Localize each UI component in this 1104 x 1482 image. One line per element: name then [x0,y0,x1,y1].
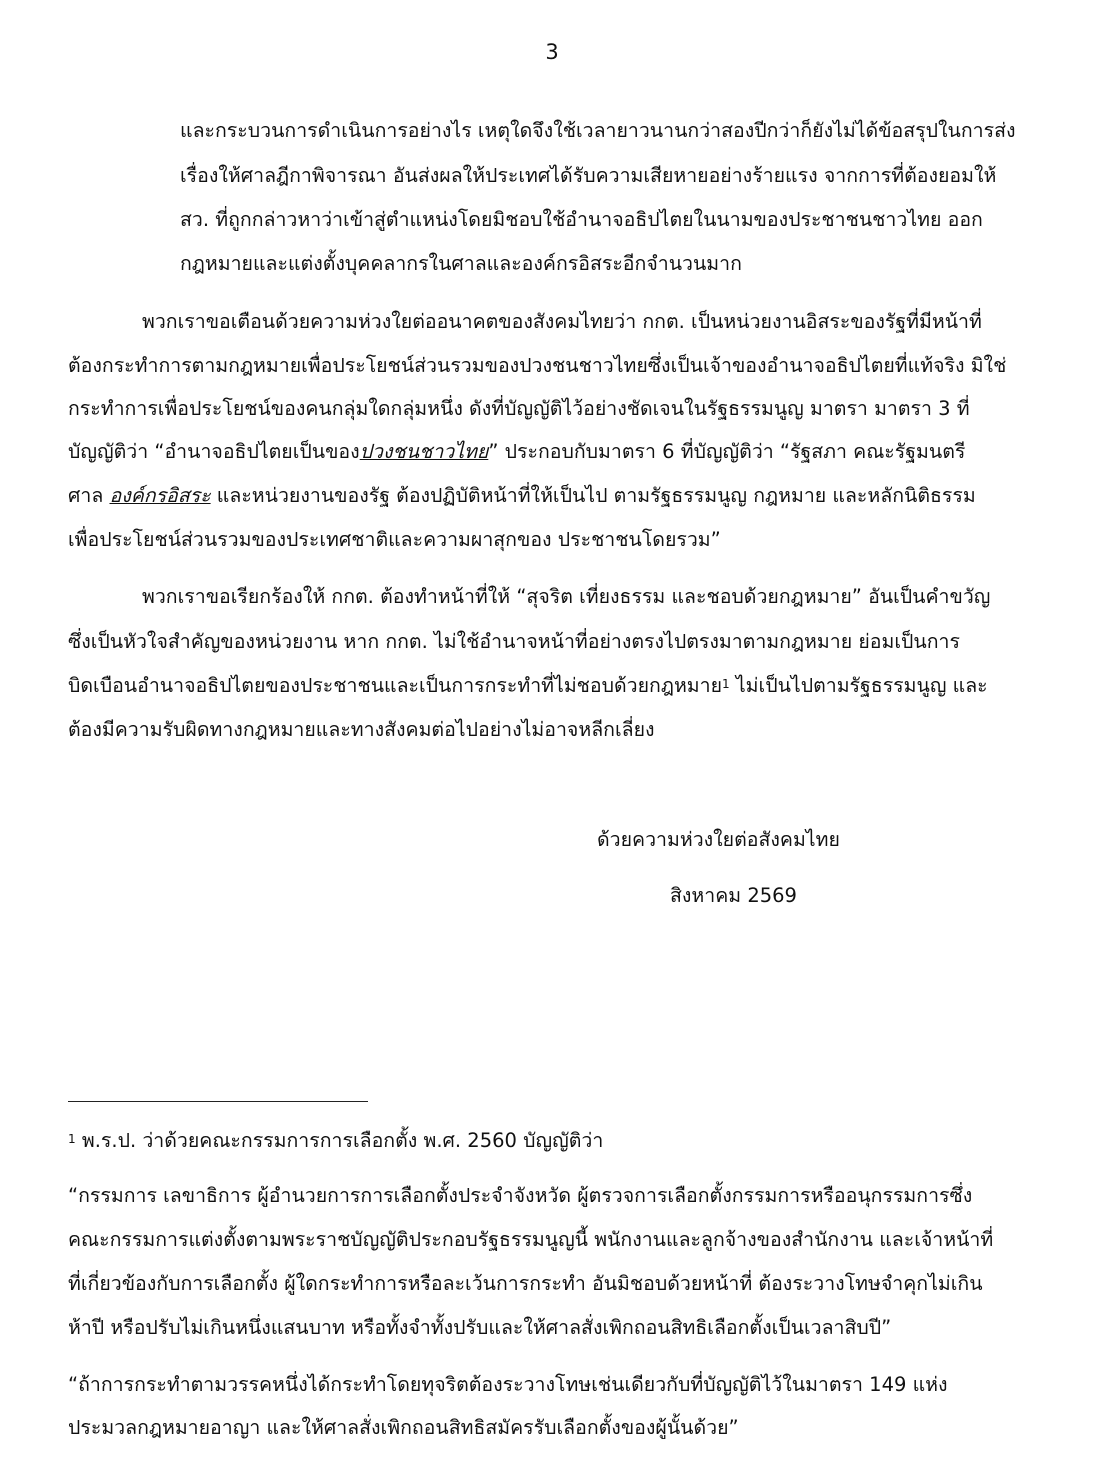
footnote-quote-line: ประมวลกฎหมายอาญา และให้ศาลสั่งเพิกถอนสิทธิสมัครรับเลือกตั้งของผู้นั้นด้วย” [68,1416,739,1439]
text-segment: บัญญัติว่า “อำนาจอธิปไตยเป็นของ [68,440,360,463]
text-segment: พ.ร.ป. ว่าด้วยคณะกรรมการการเลือกตั้ง พ.ศ. 2560 บัญญัติว่า [75,1129,604,1152]
intro-line: กฎหมายและแต่งตั้งบุคคลากรในศาลและองค์กรอิสระอีกจำนวนมาก [180,252,742,275]
footnote-quote-line: ห้าปี หรือปรับไม่เกินหนึ่งแสนบาท หรือทั้งจำทั้งปรับและให้ศาลสั่งเพิกถอนสิทธิเลือกตั้งเป็นเวลาสิบปี” [68,1316,892,1339]
footnote-divider [68,1101,368,1102]
paragraph-line [68,442,965,462]
closing-date: สิงหาคม 2569 [670,884,797,907]
intro-line: เรื่องให้ศาลฎีกาพิจารณา อันส่งผลให้ประเทศได้รับความเสียหายอย่างร้ายแรง จากการที่ต้องยอมให้ [180,164,997,187]
paragraph-line: ต้องมีความรับผิดทางกฎหมายและทางสังคมต่อไปอย่างไม่อาจหลีกเลี่ยง [68,718,655,741]
footnote-quote-line: “กรรมการ เลขาธิการ ผู้อำนวยการการเลือกตั้งประจำจังหวัด ผู้ตรวจการเลือกตั้งกรรมการหรืออนุกรรมการซึ่ง [68,1184,973,1207]
footnote-quote-line: “ถ้าการกระทำตามวรรคหนึ่งได้กระทำโดยทุจริตต้องระวางโทษเช่นเดียวกับที่บัญญัติไว้ในมาตรา 149 แห่ง [68,1373,948,1396]
footnote-marker: 1 [68,1132,76,1146]
text-segment: ศาล [68,484,110,507]
footnote-quote-line: คณะกรรมการแต่งตั้งตามพระราชบัญญัติประกอบรัฐธรรมนูญนี้ พนักงานและลูกจ้างของสำนักงาน และเจ้าหน้าที่ [68,1228,994,1251]
paragraph-line: ซึ่งเป็นหัวใจสำคัญของหน่วยงาน หาก กกต. ไม่ใช้อำนาจหน้าที่อย่างตรงไปตรงมาตามกฎหมาย ย่อมเป็นการ [68,630,960,653]
footnote-reference[interactable]: 1 [722,677,730,691]
paragraph-line: กระทำการเพื่อประโยชน์ของคนกลุ่มใดกลุ่มหนึ่ง ดังที่บัญญัติไว้อย่างชัดเจนในรัฐธรรมนูญ มาตรา มาตรา 3 ที่ [68,397,970,420]
paragraph-line [68,486,976,506]
page-number: 3 [545,40,559,64]
paragraph-line: พวกเราขอเรียกร้องให้ กกต. ต้องทำหน้าที่ให้ “สุจริต เที่ยงธรรม และชอบด้วยกฎหมาย” อันเป็นคำขวัญ [142,585,991,608]
intro-line: สว. ที่ถูกกล่าวหาว่าเข้าสู่ตำแหน่งโดยมิชอบใช้อำนาจอธิปไตยในนามของประชาชนชาวไทย ออก [180,208,983,231]
text-segment: และหน่วยงานของรัฐ ต้องปฏิบัติหน้าที่ให้เป็นไป ตามรัฐธรรมนูญ กฎหมาย และหลักนิติธรรม [210,484,976,507]
text-segment: ” ประกอบกับมาตรา 6 ที่บัญญัติว่า “รัฐสภา คณะรัฐมนตรี [488,440,966,463]
paragraph-line: พวกเราขอเตือนด้วยความห่วงใยต่ออนาคตของสังคมไทยว่า กกต. เป็นหน่วยงานอิสระของรัฐที่มีหน้าที่ [142,310,982,333]
text-segment: บิดเบือนอำนาจอธิปไตยของประชาชนและเป็นการกระทำที่ไม่ชอบด้วยกฎหมาย [68,674,723,697]
intro-line: และกระบวนการดำเนินการอย่างไร เหตุใดจึงใช้เวลายาวนานกว่าสองปีกว่าก็ยังไม่ได้ข้อสรุปในการส่ง [180,119,1016,142]
emphasis-text: ปวงชนชาวไทย [359,440,489,463]
closing-line: ด้วยความห่วงใยต่อสังคมไทย [597,828,840,851]
text-segment: ไม่เป็นไปตามรัฐธรรมนูญ และ [729,674,988,697]
paragraph-line: เพื่อประโยชน์ส่วนรวมของประเทศชาติและความผาสุกของ ประชาชนโดยรวม” [68,528,721,551]
paragraph-line: ต้องกระทำการตามกฎหมายเพื่อประโยชน์ส่วนรวมของปวงชนชาวไทยซึ่งเป็นเจ้าของอำนาจอธิปไตยที่แท้จริง มิใช่ [68,354,1007,377]
paragraph-line [68,676,988,696]
footnote-quote-line: ที่เกี่ยวข้องกับการเลือกตั้ง ผู้ใดกระทำการหรือละเว้นการกระทำ อันมิชอบด้วยหน้าที่ ต้องระวางโทษจำคุกไม่เกิน [68,1272,983,1295]
emphasis-text: องค์กรอิสระ [109,484,211,507]
footnote-heading [68,1131,603,1151]
